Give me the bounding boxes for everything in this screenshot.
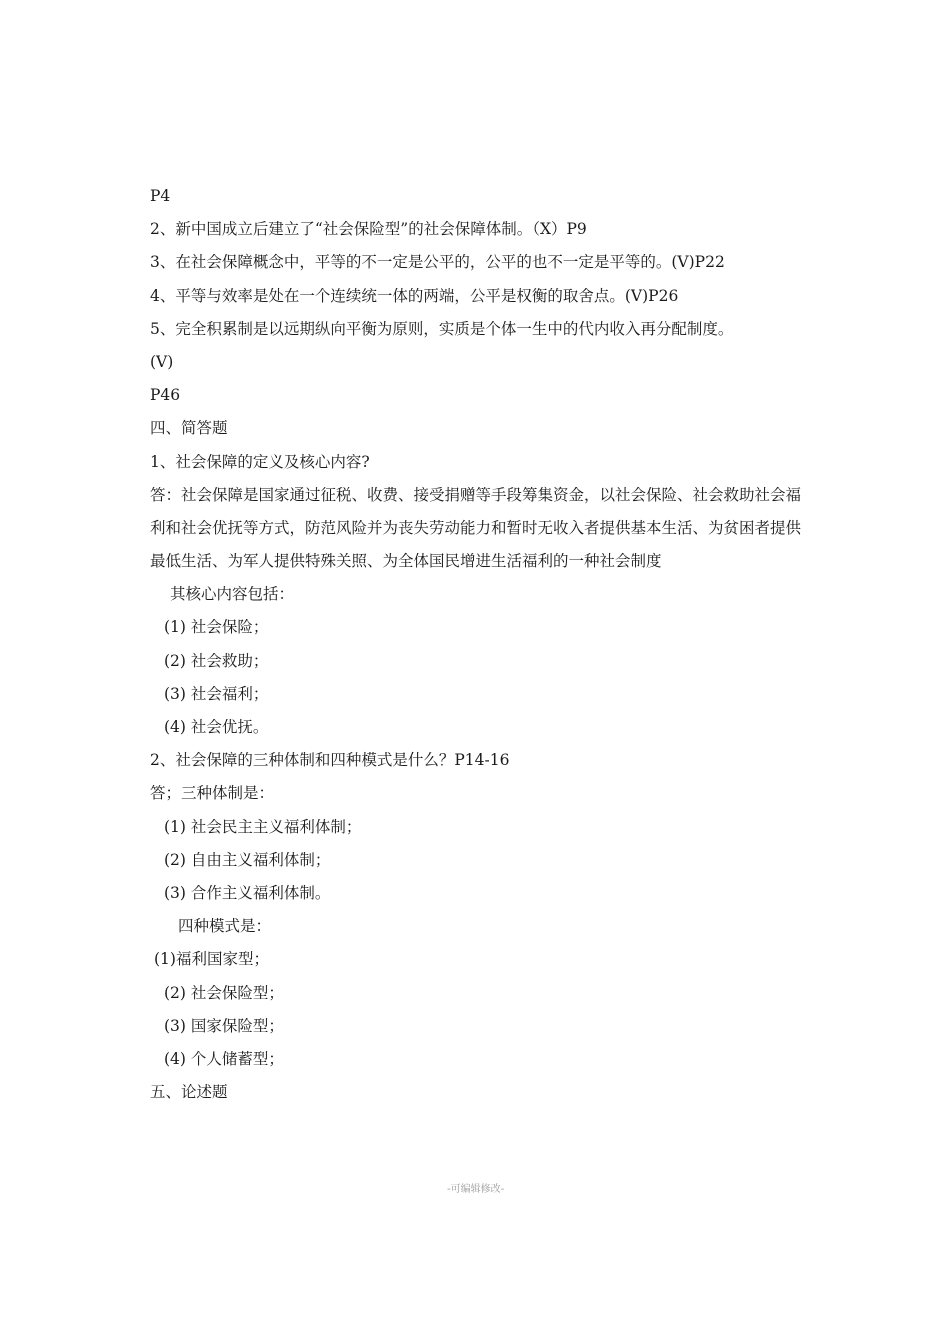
list-item: (2) 社会救助；	[164, 651, 269, 670]
text-line: 2、新中国成立后建立了“社会保险型”的社会保障体制。（X）P9	[150, 220, 587, 239]
answer-paragraph: 答：社会保障是国家通过征税、收费、接受捐赠等手段筹集资金，以社会保险、社会救助社会福利和社会优抚等方式，防范风险并为丧失劳动能力和暂时无收入者提供基本生活、为贫困者提供最低生活、为军人提供特殊关照、为全体国民增进生活福利的一种社会制度	[150, 485, 802, 571]
list-item: (1) 社会民主主义福利体制；	[164, 817, 362, 836]
text-line: 5、完全积累制是以远期纵向平衡为原则，实质是个体一生中的代内收入再分配制度。	[150, 319, 734, 338]
list-item: (1) 社会保险；	[164, 618, 269, 637]
section-heading: 四、简答题	[150, 419, 228, 438]
document-body	[150, 180, 810, 1109]
list-item: (3) 合作主义福利体制。	[164, 883, 331, 902]
list-intro: 其核心内容包括：	[170, 585, 295, 604]
list-item: (2) 自由主义福利体制；	[164, 850, 331, 869]
answer-intro: 答；三种体制是：	[150, 784, 275, 803]
list-item: (4) 社会优抚。	[164, 718, 269, 737]
list-item: (3) 社会福利；	[164, 684, 269, 703]
question: 1、社会保障的定义及核心内容?	[150, 452, 370, 471]
section-heading: 五、论述题	[150, 1083, 228, 1102]
list-item: (2) 社会保险型；	[164, 983, 284, 1002]
question: 2、社会保障的三种体制和四种模式是什么？P14-16	[150, 751, 510, 770]
list-item: (1)福利国家型；	[154, 950, 269, 969]
list-item: (4) 个人储蓄型；	[164, 1049, 284, 1068]
text-line: 3、在社会保障概念中，平等的不一定是公平的，公平的也不一定是平等的。(V)P22	[150, 253, 725, 272]
text-line: (V)	[150, 352, 174, 371]
list-item: (3) 国家保险型；	[164, 1016, 284, 1035]
text-line: 4、平等与效率是处在一个连续统一体的两端，公平是权衡的取舍点。(V)P26	[150, 286, 679, 305]
list-intro: 四种模式是：	[178, 917, 272, 936]
text-line: P46	[150, 386, 181, 405]
text-line: P4	[150, 187, 171, 205]
page-footer: -可编辑修改-	[447, 1184, 505, 1195]
